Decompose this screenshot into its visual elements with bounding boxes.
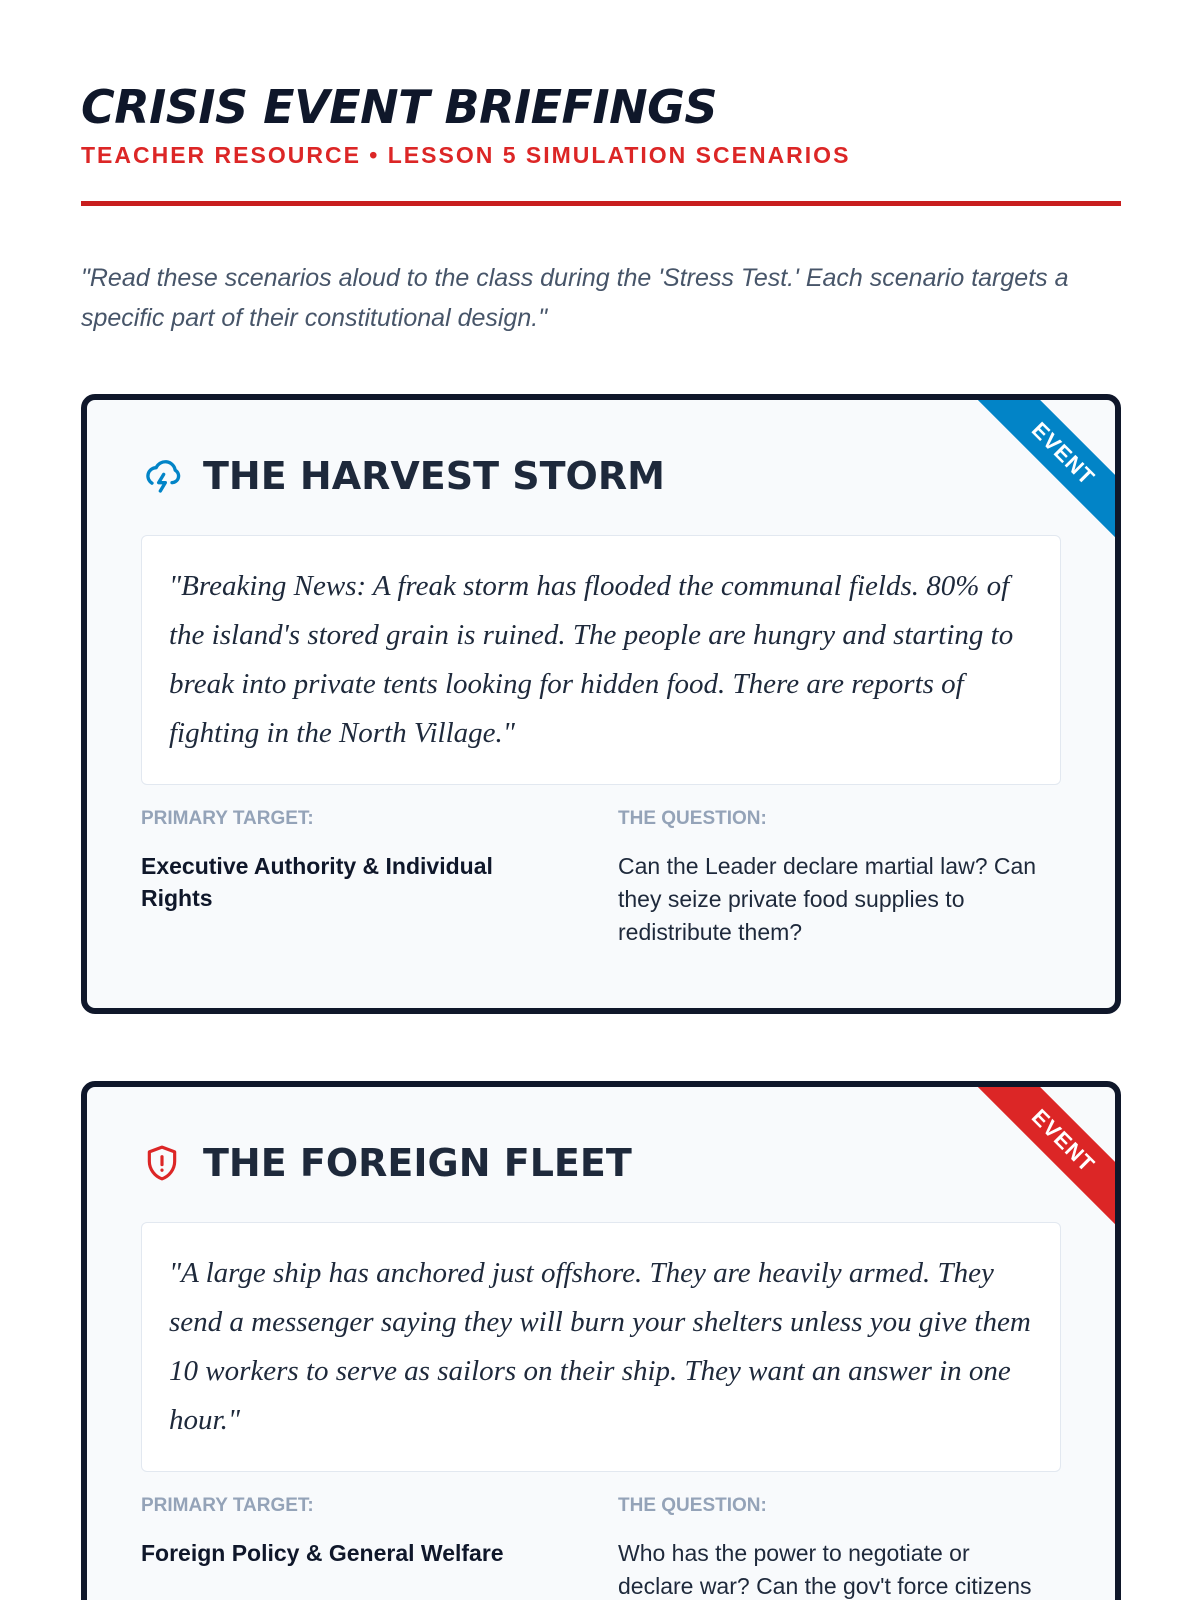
scenario-card	[81, 1081, 1121, 1600]
primary-target-value: Executive Authority & Individual Rights	[141, 853, 493, 911]
primary-target-column	[141, 808, 561, 914]
question-column	[618, 1495, 1038, 1600]
scenario-quote: "Breaking News: A freak storm has flooded the communal fields. 80% of the island's stored grain is ruined. The people are hungry and starting to break into private tents looking for hidden food. There are reports of fighting in the North Village."	[141, 535, 1061, 785]
storm-icon	[141, 455, 183, 497]
page-title: CRISIS EVENT BRIEFINGS	[81, 80, 717, 134]
primary-target-column	[141, 1495, 561, 1569]
card-title: THE FOREIGN FLEET	[203, 1141, 632, 1185]
card-header	[141, 454, 665, 498]
event-ribbon: EVENT	[970, 394, 1121, 547]
card-title: THE HARVEST STORM	[203, 454, 665, 498]
question-label: THE QUESTION:	[618, 1495, 767, 1516]
question-column	[618, 808, 1038, 949]
primary-target-value: Foreign Policy & General Welfare	[141, 1540, 504, 1566]
event-ribbon: EVENT	[970, 1081, 1121, 1234]
intro-text: "Read these scenarios aloud to the class during the 'Stress Test.' Each scenario targets a specific part of their constitutional design."	[81, 264, 1069, 332]
card-header	[141, 1141, 632, 1185]
page-subtitle: TEACHER RESOURCE • LESSON 5 SIMULATION SCENARIOS	[81, 142, 851, 168]
header-divider	[81, 201, 1121, 206]
question-label: THE QUESTION:	[618, 808, 767, 829]
primary-target-label: PRIMARY TARGET:	[141, 1495, 314, 1516]
scenario-card	[81, 394, 1121, 1014]
shield-alert-icon	[141, 1142, 183, 1184]
scenario-quote: "A large ship has anchored just offshore. They are heavily armed. They send a messenger saying they will burn your shelters unless you give them 10 workers to serve as sailors on their ship. They want an answer in one hour."	[141, 1222, 1061, 1472]
primary-target-label: PRIMARY TARGET:	[141, 808, 314, 829]
question-text: Who has the power to negotiate or declare war? Can the gov't force citizens	[618, 1540, 1032, 1599]
question-text: Can the Leader declare martial law? Can they seize private food supplies to redistribute them?	[618, 853, 1037, 945]
